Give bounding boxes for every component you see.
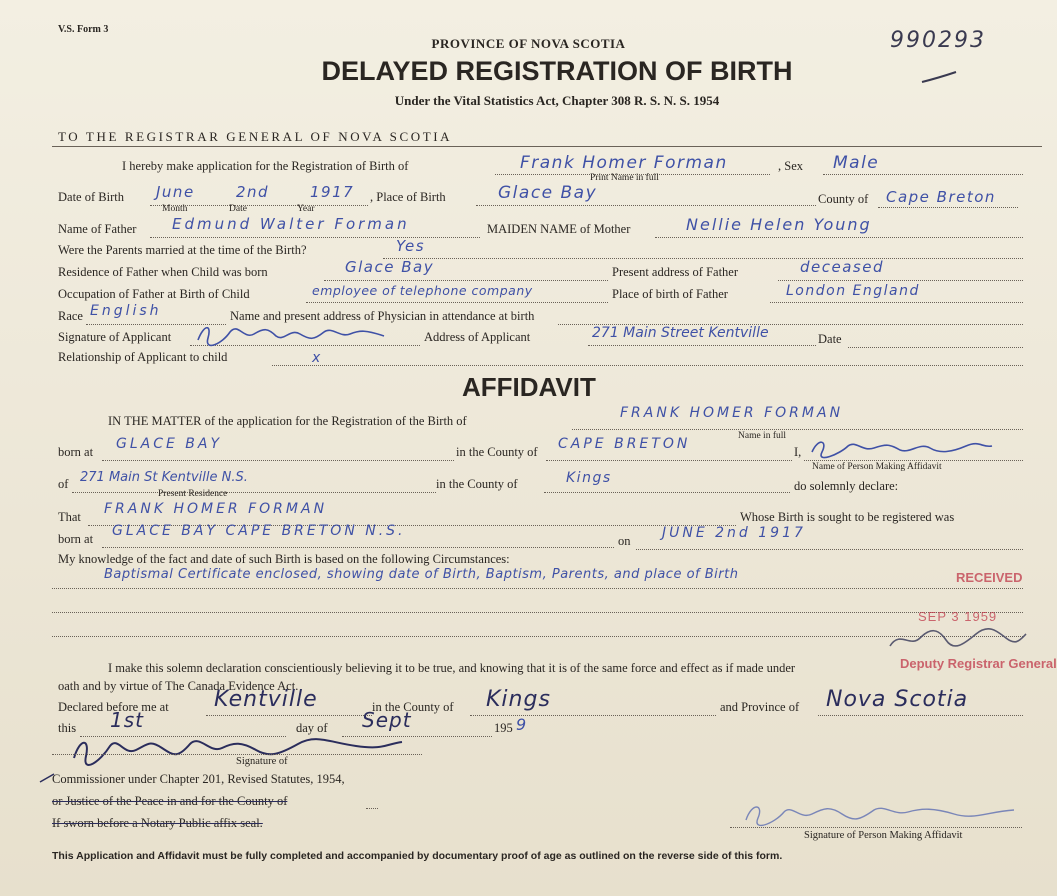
declared-label: Declared before me at — [58, 700, 169, 714]
month-value: Sept — [362, 708, 412, 732]
county-label-3: in the County of — [436, 477, 518, 491]
present-address-label: Present address of Father — [612, 265, 739, 279]
occupation-value: employee of telephone company — [312, 283, 533, 298]
address-line: TO THE REGISTRAR GENERAL OF NOVA SCOTIA — [58, 129, 453, 144]
county-value-3: Kings — [566, 470, 612, 486]
commissioner-label: Commissioner under Chapter 201, Revised Statutes, 1954, — [52, 772, 345, 786]
name-hint: Name in full — [738, 431, 787, 441]
on-label: on — [618, 534, 631, 548]
sex-label: , Sex — [778, 159, 803, 173]
of-label: of — [58, 477, 69, 491]
i-label: I, — [794, 445, 802, 459]
applicant-signature-label: Signature of Applicant — [58, 330, 172, 344]
residence-label: Residence of Father when Child was born — [58, 265, 268, 279]
declare-label: do solemnly declare: — [794, 479, 899, 493]
stamp-registrar: Deputy Registrar General — [900, 656, 1057, 671]
justice-label-text: or Justice of the Peace in and for the County of — [52, 794, 288, 808]
affidavit-child-name: FRANK HOMER FORMAN — [620, 405, 844, 421]
affidavit-heading: AFFIDAVIT — [462, 372, 596, 402]
stamp-date: SEP 3 1959 — [918, 609, 998, 624]
notary-label — [52, 816, 263, 831]
dob-year-value: 1917 — [310, 183, 355, 201]
check-mark-icon-2 — [38, 770, 58, 786]
this-label: this — [58, 721, 77, 735]
dob-date-value: 2nd — [236, 183, 270, 201]
county-label-4: in the County of — [372, 700, 454, 714]
year-hint: Year — [297, 204, 315, 214]
person-signature-label: Signature of Person Making Affidavit — [804, 830, 963, 841]
province-heading: PROVINCE OF NOVA SCOTIA — [431, 36, 626, 51]
province-label: and Province of — [720, 700, 800, 714]
person-signature-image — [734, 796, 1034, 828]
born-at-value: GLACE BAY — [116, 436, 223, 452]
county-label-2: in the County of — [456, 445, 538, 459]
relationship-label: Relationship of Applicant to child — [58, 350, 228, 364]
year-suffix: 9 — [516, 715, 528, 734]
on-date-value: JUNE 2nd 1917 — [662, 525, 806, 541]
notary-label-text: If sworn before a Notary Public affix seal. — [52, 816, 263, 830]
born-at-value-2: GLACE BAY CAPE BRETON N.S. — [112, 523, 406, 539]
header-rule — [52, 146, 1042, 147]
month-hint: Month — [162, 204, 188, 214]
occupation-label: Occupation of Father at Birth of Child — [58, 287, 250, 301]
declaration-text: I make this solemn declaration conscientiously believing it to be true, and knowing that it is of the same force and effect as if made under — [108, 661, 796, 675]
residence-hint: Present Residence — [158, 489, 228, 499]
affiant-residence-value: 271 Main St Kentville N.S. — [80, 470, 248, 485]
applicant-date-label: Date — [818, 332, 842, 346]
footer-note: This Application and Affidavit must be fully completed and accompanied by documentary proof of age as outlined on the reverse side of this form. — [52, 850, 783, 862]
father-value: Edmund Walter Forman — [172, 215, 410, 233]
applicant-address-value: 271 Main Street Kentville — [592, 325, 769, 341]
that-label: That — [58, 510, 81, 524]
day-of-label: day of — [296, 721, 328, 735]
father-birthplace-value: London England — [786, 283, 920, 299]
applicant-signature-image — [194, 320, 394, 348]
married-label: Were the Parents married at the time of the Birth? — [58, 243, 307, 257]
county-value: Cape Breton — [886, 188, 996, 206]
father-birthplace-label: Place of birth of Father — [612, 287, 728, 301]
registrar-signature-image — [880, 620, 1030, 654]
year-prefix: 195 — [494, 721, 513, 735]
county-value-4: Kings — [486, 687, 551, 712]
county-label: County of — [818, 192, 869, 206]
born-at-label: born at — [58, 445, 94, 459]
form-id: V.S. Form 3 — [58, 24, 109, 35]
whose-label: Whose Birth is sought to be registered was — [740, 510, 955, 524]
present-address-value: deceased — [800, 258, 884, 276]
county-value-2: CAPE BRETON — [558, 436, 691, 452]
province-value: Nova Scotia — [826, 687, 969, 712]
relationship-value: x — [312, 350, 322, 366]
race-value: English — [90, 303, 162, 319]
day-value: 1st — [110, 708, 144, 732]
declaration-text-2: oath and by virtue of The Canada Evidence Act. — [58, 679, 299, 693]
print-name-hint: Print Name in full — [590, 173, 659, 183]
page-title: DELAYED REGISTRATION OF BIRTH — [321, 56, 793, 86]
mother-label: MAIDEN NAME of Mother — [487, 222, 631, 236]
page-subtitle: Under the Vital Statistics Act, Chapter 308 R. S. N. S. 1954 — [394, 93, 720, 108]
father-label: Name of Father — [58, 222, 137, 236]
person-hint: Name of Person Making Affidavit — [812, 462, 942, 472]
race-label: Race — [58, 309, 83, 323]
place-label: , Place of Birth — [370, 190, 446, 204]
mother-value: Nellie Helen Young — [686, 215, 872, 234]
dob-label: Date of Birth — [58, 190, 124, 204]
residence-value: Glace Bay — [345, 258, 435, 276]
intro-label: I hereby make application for the Registration of Birth of — [122, 159, 409, 173]
sex-value: Male — [833, 153, 880, 173]
place-value: Glace Bay — [498, 183, 598, 203]
affiant-signature-image — [806, 434, 996, 460]
dob-month-value: June — [156, 183, 195, 201]
signature-of-label: Signature of — [236, 756, 288, 767]
applicant-address-label: Address of Applicant — [424, 330, 531, 344]
knowledge-label: My knowledge of the fact and date of such Birth is based on the following Circumstances: — [58, 552, 510, 566]
child-name-value: Frank Homer Forman — [520, 153, 728, 173]
date-hint: Date — [229, 204, 247, 214]
married-value: Yes — [396, 237, 426, 255]
born-at-label-2: born at — [58, 532, 94, 546]
circumstances-value: Baptismal Certificate enclosed, showing date of Birth, Baptism, Parents, and place of Birth — [104, 567, 739, 582]
justice-label — [52, 794, 287, 809]
physician-label: Name and present address of Physician in attendance at birth — [230, 309, 535, 323]
matter-label: IN THE MATTER of the application for the Registration of the Birth of — [108, 414, 467, 428]
declared-at-value: Kentville — [214, 687, 318, 712]
file-number: 990293 — [890, 28, 986, 53]
stamp-received: RECEIVED — [956, 570, 1023, 585]
that-name-value: FRANK HOMER FORMAN — [104, 501, 328, 517]
